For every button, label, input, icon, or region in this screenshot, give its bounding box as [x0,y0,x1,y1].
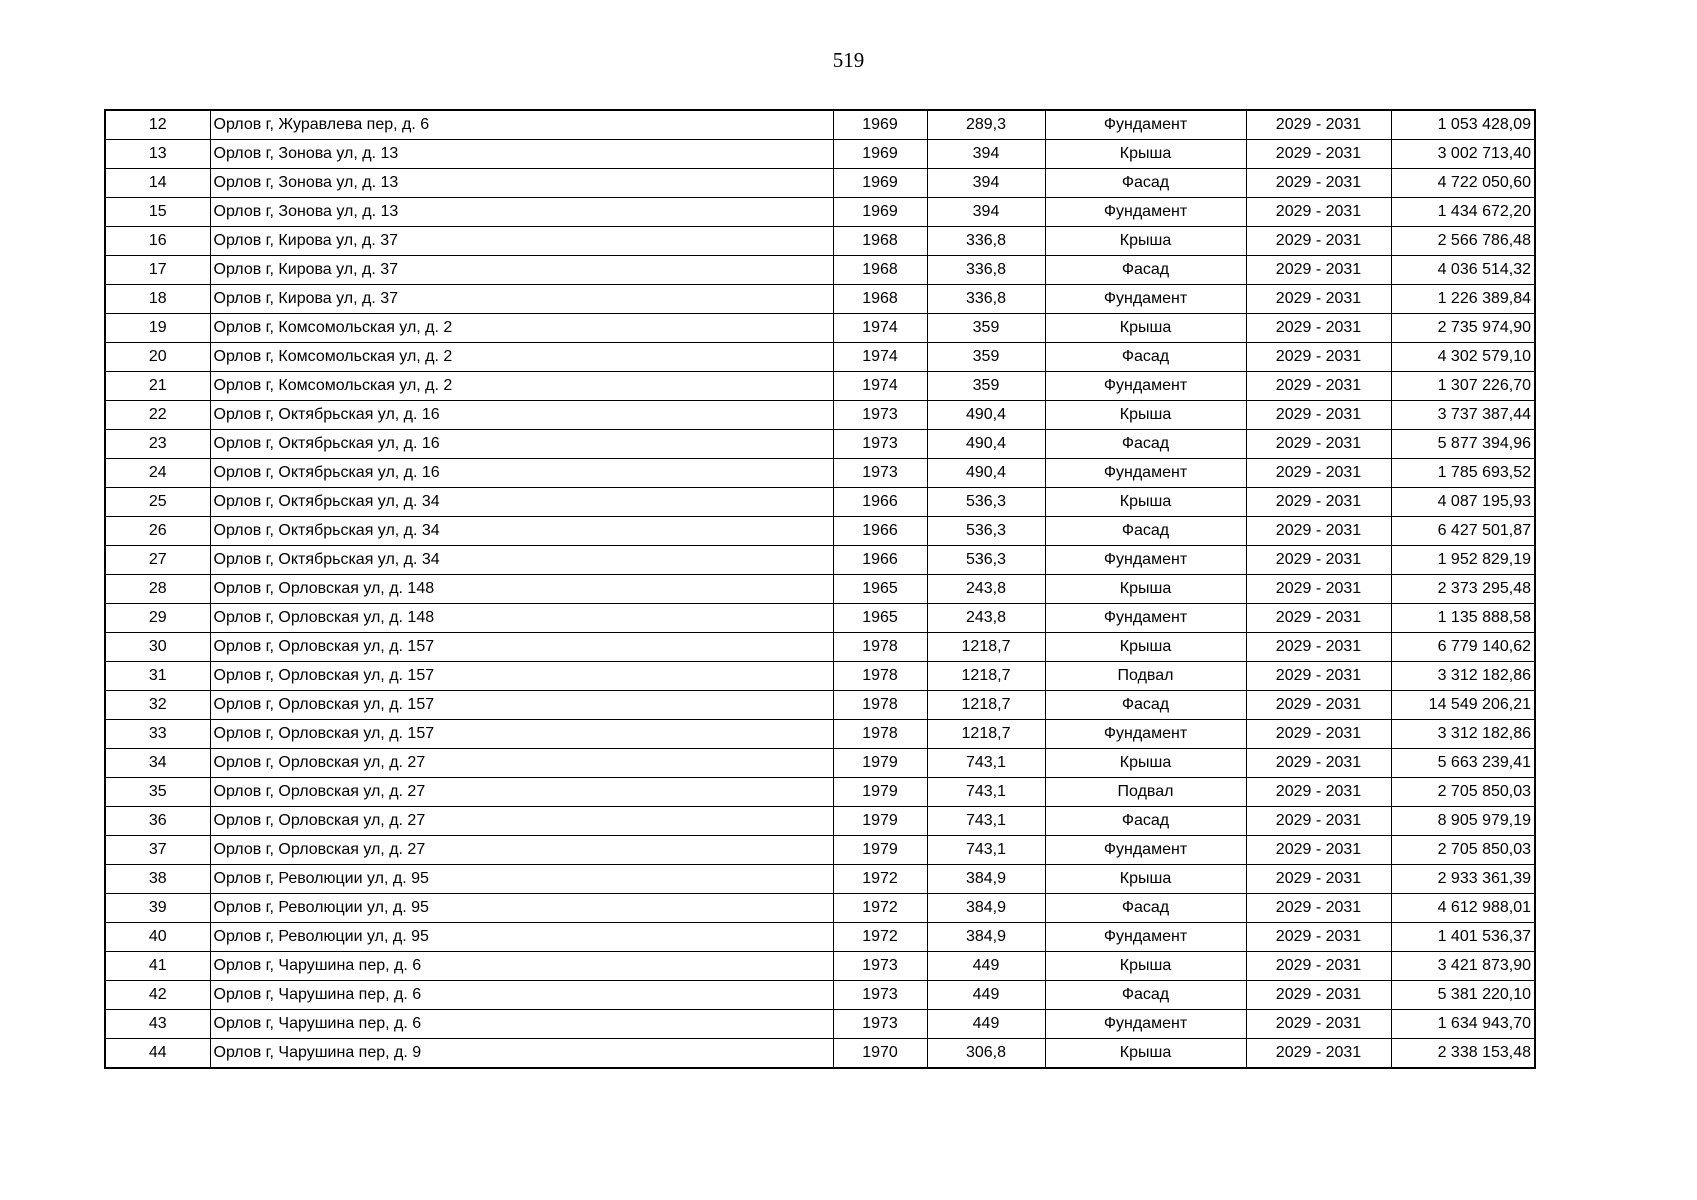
row-number-cell: 44 [105,1039,210,1069]
table-row [105,169,1535,198]
period-cell: 2029 - 2031 [1246,894,1391,923]
period-cell: 2029 - 2031 [1246,633,1391,662]
work-type-cell: Фасад [1045,343,1246,372]
address-cell: Орлов г, Орловская ул, д. 157 [210,633,833,662]
cost-cell: 2 338 153,48 [1391,1039,1535,1069]
area-cell: 384,9 [927,865,1045,894]
table-row [105,256,1535,285]
cost-cell: 1 952 829,19 [1391,546,1535,575]
row-number-cell: 27 [105,546,210,575]
row-number-cell: 39 [105,894,210,923]
table-row [105,372,1535,401]
work-type-cell: Фундамент [1045,285,1246,314]
year-built-cell: 1974 [833,372,927,401]
period-cell: 2029 - 2031 [1246,575,1391,604]
row-number-cell: 37 [105,836,210,865]
area-cell: 536,3 [927,546,1045,575]
address-cell: Орлов г, Орловская ул, д. 148 [210,604,833,633]
work-type-cell: Крыша [1045,952,1246,981]
area-cell: 243,8 [927,575,1045,604]
year-built-cell: 1973 [833,430,927,459]
cost-cell: 1 226 389,84 [1391,285,1535,314]
work-type-cell: Крыша [1045,633,1246,662]
cost-cell: 4 036 514,32 [1391,256,1535,285]
address-cell: Орлов г, Зонова ул, д. 13 [210,198,833,227]
row-number-cell: 36 [105,807,210,836]
row-number-cell: 38 [105,865,210,894]
period-cell: 2029 - 2031 [1246,401,1391,430]
row-number-cell: 21 [105,372,210,401]
work-type-cell: Фасад [1045,517,1246,546]
address-cell: Орлов г, Комсомольская ул, д. 2 [210,343,833,372]
area-cell: 1218,7 [927,691,1045,720]
area-cell: 1218,7 [927,662,1045,691]
year-built-cell: 1970 [833,1039,927,1069]
work-type-cell: Фундамент [1045,923,1246,952]
area-cell: 394 [927,169,1045,198]
year-built-cell: 1978 [833,720,927,749]
work-type-cell: Фасад [1045,430,1246,459]
year-built-cell: 1973 [833,401,927,430]
cost-cell: 4 722 050,60 [1391,169,1535,198]
cost-cell: 3 737 387,44 [1391,401,1535,430]
period-cell: 2029 - 2031 [1246,807,1391,836]
address-cell: Орлов г, Комсомольская ул, д. 2 [210,372,833,401]
address-cell: Орлов г, Орловская ул, д. 27 [210,749,833,778]
row-number-cell: 18 [105,285,210,314]
work-type-cell: Крыша [1045,1039,1246,1069]
table-row [105,952,1535,981]
table-row [105,517,1535,546]
work-type-cell: Крыша [1045,749,1246,778]
row-number-cell: 28 [105,575,210,604]
cost-cell: 5 663 239,41 [1391,749,1535,778]
year-built-cell: 1972 [833,923,927,952]
cost-cell: 1 434 672,20 [1391,198,1535,227]
table-row [105,198,1535,227]
table-row [105,140,1535,169]
row-number-cell: 32 [105,691,210,720]
year-built-cell: 1974 [833,343,927,372]
cost-cell: 1 135 888,58 [1391,604,1535,633]
area-cell: 449 [927,952,1045,981]
area-cell: 336,8 [927,285,1045,314]
year-built-cell: 1978 [833,662,927,691]
year-built-cell: 1968 [833,256,927,285]
work-type-cell: Фундамент [1045,604,1246,633]
area-cell: 490,4 [927,401,1045,430]
period-cell: 2029 - 2031 [1246,169,1391,198]
address-cell: Орлов г, Орловская ул, д. 157 [210,662,833,691]
year-built-cell: 1969 [833,198,927,227]
address-cell: Орлов г, Октябрьская ул, д. 34 [210,546,833,575]
period-cell: 2029 - 2031 [1246,952,1391,981]
period-cell: 2029 - 2031 [1246,923,1391,952]
row-number-cell: 31 [105,662,210,691]
period-cell: 2029 - 2031 [1246,749,1391,778]
row-number-cell: 22 [105,401,210,430]
year-built-cell: 1979 [833,749,927,778]
cost-cell: 1 307 226,70 [1391,372,1535,401]
period-cell: 2029 - 2031 [1246,778,1391,807]
year-built-cell: 1973 [833,981,927,1010]
year-built-cell: 1972 [833,894,927,923]
table-row [105,430,1535,459]
cost-cell: 8 905 979,19 [1391,807,1535,836]
period-cell: 2029 - 2031 [1246,981,1391,1010]
address-cell: Орлов г, Октябрьская ул, д. 16 [210,430,833,459]
page-number: 519 [832,48,865,72]
work-type-cell: Крыша [1045,314,1246,343]
table-row [105,110,1535,140]
table-row [105,604,1535,633]
cost-cell: 14 549 206,21 [1391,691,1535,720]
year-built-cell: 1979 [833,778,927,807]
area-cell: 536,3 [927,517,1045,546]
table-row [105,662,1535,691]
table-row [105,836,1535,865]
area-cell: 743,1 [927,778,1045,807]
year-built-cell: 1978 [833,633,927,662]
row-number-cell: 35 [105,778,210,807]
cost-cell: 2 705 850,03 [1391,778,1535,807]
year-built-cell: 1968 [833,285,927,314]
area-cell: 243,8 [927,604,1045,633]
row-number-cell: 14 [105,169,210,198]
cost-cell: 6 427 501,87 [1391,517,1535,546]
year-built-cell: 1974 [833,314,927,343]
work-type-cell: Крыша [1045,401,1246,430]
address-cell: Орлов г, Орловская ул, д. 157 [210,691,833,720]
year-built-cell: 1978 [833,691,927,720]
period-cell: 2029 - 2031 [1246,110,1391,140]
period-cell: 2029 - 2031 [1246,372,1391,401]
address-cell: Орлов г, Чарушина пер, д. 9 [210,1039,833,1069]
table-row [105,227,1535,256]
area-cell: 384,9 [927,894,1045,923]
year-built-cell: 1968 [833,227,927,256]
work-type-cell: Крыша [1045,575,1246,604]
cost-cell: 6 779 140,62 [1391,633,1535,662]
repair-schedule-table [104,109,1536,1069]
table-row [105,894,1535,923]
work-type-cell: Фундамент [1045,546,1246,575]
row-number-cell: 17 [105,256,210,285]
row-number-cell: 19 [105,314,210,343]
work-type-cell: Фундамент [1045,459,1246,488]
cost-cell: 5 877 394,96 [1391,430,1535,459]
year-built-cell: 1966 [833,546,927,575]
cost-cell: 2 735 974,90 [1391,314,1535,343]
area-cell: 743,1 [927,807,1045,836]
cost-cell: 2 933 361,39 [1391,865,1535,894]
year-built-cell: 1979 [833,807,927,836]
area-cell: 1218,7 [927,720,1045,749]
table-row [105,343,1535,372]
area-cell: 359 [927,372,1045,401]
address-cell: Орлов г, Революции ул, д. 95 [210,865,833,894]
period-cell: 2029 - 2031 [1246,430,1391,459]
work-type-cell: Фасад [1045,807,1246,836]
table-row [105,807,1535,836]
work-type-cell: Фасад [1045,169,1246,198]
address-cell: Орлов г, Орловская ул, д. 27 [210,836,833,865]
period-cell: 2029 - 2031 [1246,1039,1391,1069]
cost-cell: 2 566 786,48 [1391,227,1535,256]
address-cell: Орлов г, Октябрьская ул, д. 34 [210,488,833,517]
year-built-cell: 1969 [833,169,927,198]
year-built-cell: 1965 [833,604,927,633]
area-cell: 306,8 [927,1039,1045,1069]
cost-cell: 4 087 195,93 [1391,488,1535,517]
address-cell: Орлов г, Революции ул, д. 95 [210,894,833,923]
table-row [105,575,1535,604]
year-built-cell: 1969 [833,110,927,140]
work-type-cell: Подвал [1045,662,1246,691]
area-cell: 490,4 [927,430,1045,459]
address-cell: Орлов г, Октябрьская ул, д. 16 [210,459,833,488]
year-built-cell: 1973 [833,1010,927,1039]
period-cell: 2029 - 2031 [1246,604,1391,633]
period-cell: 2029 - 2031 [1246,546,1391,575]
cost-cell: 3 421 873,90 [1391,952,1535,981]
area-cell: 359 [927,343,1045,372]
row-number-cell: 23 [105,430,210,459]
area-cell: 289,3 [927,110,1045,140]
row-number-cell: 26 [105,517,210,546]
address-cell: Орлов г, Журавлева пер, д. 6 [210,110,833,140]
period-cell: 2029 - 2031 [1246,198,1391,227]
address-cell: Орлов г, Октябрьская ул, д. 16 [210,401,833,430]
cost-cell: 1 401 536,37 [1391,923,1535,952]
address-cell: Орлов г, Зонова ул, д. 13 [210,169,833,198]
address-cell: Орлов г, Орловская ул, д. 27 [210,778,833,807]
area-cell: 1218,7 [927,633,1045,662]
year-built-cell: 1966 [833,517,927,546]
area-cell: 336,8 [927,227,1045,256]
table-row [105,314,1535,343]
period-cell: 2029 - 2031 [1246,517,1391,546]
work-type-cell: Фундамент [1045,1010,1246,1039]
area-cell: 336,8 [927,256,1045,285]
address-cell: Орлов г, Октябрьская ул, д. 34 [210,517,833,546]
work-type-cell: Крыша [1045,227,1246,256]
period-cell: 2029 - 2031 [1246,720,1391,749]
row-number-cell: 29 [105,604,210,633]
period-cell: 2029 - 2031 [1246,227,1391,256]
period-cell: 2029 - 2031 [1246,140,1391,169]
address-cell: Орлов г, Чарушина пер, д. 6 [210,952,833,981]
table-row [105,778,1535,807]
area-cell: 536,3 [927,488,1045,517]
work-type-cell: Фундамент [1045,372,1246,401]
table-body [105,110,1535,1068]
table-row [105,865,1535,894]
address-cell: Орлов г, Орловская ул, д. 148 [210,575,833,604]
table-row [105,459,1535,488]
work-type-cell: Крыша [1045,140,1246,169]
area-cell: 394 [927,140,1045,169]
address-cell: Орлов г, Чарушина пер, д. 6 [210,1010,833,1039]
cost-cell: 2 705 850,03 [1391,836,1535,865]
year-built-cell: 1972 [833,865,927,894]
work-type-cell: Крыша [1045,865,1246,894]
work-type-cell: Фундамент [1045,198,1246,227]
area-cell: 490,4 [927,459,1045,488]
period-cell: 2029 - 2031 [1246,691,1391,720]
year-built-cell: 1979 [833,836,927,865]
area-cell: 384,9 [927,923,1045,952]
row-number-cell: 15 [105,198,210,227]
period-cell: 2029 - 2031 [1246,314,1391,343]
table-row [105,923,1535,952]
table-row [105,720,1535,749]
year-built-cell: 1973 [833,459,927,488]
row-number-cell: 43 [105,1010,210,1039]
address-cell: Орлов г, Орловская ул, д. 157 [210,720,833,749]
period-cell: 2029 - 2031 [1246,836,1391,865]
year-built-cell: 1965 [833,575,927,604]
address-cell: Орлов г, Чарушина пер, д. 6 [210,981,833,1010]
period-cell: 2029 - 2031 [1246,488,1391,517]
address-cell: Орлов г, Комсомольская ул, д. 2 [210,314,833,343]
address-cell: Орлов г, Кирова ул, д. 37 [210,285,833,314]
cost-cell: 3 312 182,86 [1391,662,1535,691]
area-cell: 359 [927,314,1045,343]
cost-cell: 3 312 182,86 [1391,720,1535,749]
cost-cell: 1 785 693,52 [1391,459,1535,488]
table-row [105,488,1535,517]
period-cell: 2029 - 2031 [1246,343,1391,372]
table-row [105,633,1535,662]
area-cell: 449 [927,1010,1045,1039]
period-cell: 2029 - 2031 [1246,256,1391,285]
period-cell: 2029 - 2031 [1246,662,1391,691]
year-built-cell: 1966 [833,488,927,517]
row-number-cell: 24 [105,459,210,488]
cost-cell: 1 053 428,09 [1391,110,1535,140]
address-cell: Орлов г, Кирова ул, д. 37 [210,256,833,285]
table-row [105,401,1535,430]
work-type-cell: Фундамент [1045,836,1246,865]
period-cell: 2029 - 2031 [1246,459,1391,488]
year-built-cell: 1973 [833,952,927,981]
row-number-cell: 12 [105,110,210,140]
address-cell: Орлов г, Зонова ул, д. 13 [210,140,833,169]
row-number-cell: 30 [105,633,210,662]
row-number-cell: 34 [105,749,210,778]
work-type-cell: Фасад [1045,256,1246,285]
cost-cell: 4 302 579,10 [1391,343,1535,372]
table-row [105,749,1535,778]
cost-cell: 5 381 220,10 [1391,981,1535,1010]
work-type-cell: Фундамент [1045,110,1246,140]
address-cell: Орлов г, Орловская ул, д. 27 [210,807,833,836]
year-built-cell: 1969 [833,140,927,169]
cost-cell: 4 612 988,01 [1391,894,1535,923]
table-row [105,1010,1535,1039]
area-cell: 394 [927,198,1045,227]
period-cell: 2029 - 2031 [1246,285,1391,314]
row-number-cell: 20 [105,343,210,372]
cost-cell: 2 373 295,48 [1391,575,1535,604]
row-number-cell: 41 [105,952,210,981]
period-cell: 2029 - 2031 [1246,1010,1391,1039]
area-cell: 743,1 [927,749,1045,778]
cost-cell: 1 634 943,70 [1391,1010,1535,1039]
row-number-cell: 42 [105,981,210,1010]
work-type-cell: Фундамент [1045,720,1246,749]
work-type-cell: Фасад [1045,981,1246,1010]
period-cell: 2029 - 2031 [1246,865,1391,894]
area-cell: 743,1 [927,836,1045,865]
address-cell: Орлов г, Кирова ул, д. 37 [210,227,833,256]
table-row [105,546,1535,575]
table-row [105,981,1535,1010]
table-row [105,691,1535,720]
address-cell: Орлов г, Революции ул, д. 95 [210,923,833,952]
work-type-cell: Фасад [1045,894,1246,923]
cost-cell: 3 002 713,40 [1391,140,1535,169]
area-cell: 449 [927,981,1045,1010]
row-number-cell: 25 [105,488,210,517]
table-row [105,285,1535,314]
work-type-cell: Крыша [1045,488,1246,517]
work-type-cell: Подвал [1045,778,1246,807]
row-number-cell: 13 [105,140,210,169]
table-row [105,1039,1535,1069]
row-number-cell: 40 [105,923,210,952]
row-number-cell: 16 [105,227,210,256]
row-number-cell: 33 [105,720,210,749]
work-type-cell: Фасад [1045,691,1246,720]
